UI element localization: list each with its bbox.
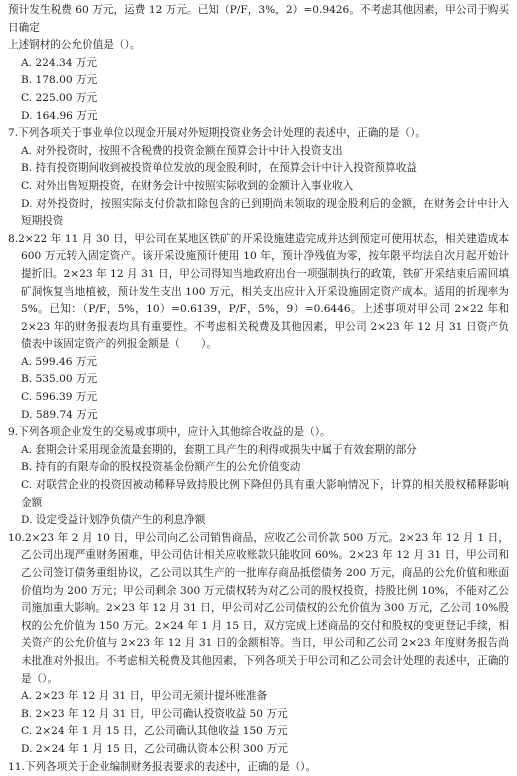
option-c: C. 对联营企业的投资因被动稀释导致持股比例下降但仍具有重大影响情况下，计算的相关股权稀释影响金额 (21, 479, 509, 509)
question-9 (8, 424, 509, 530)
question-stem (8, 530, 509, 688)
option-a: A. 599.46 万元 (21, 355, 98, 368)
option-d: D. 2×24 年 1 月 15 日，乙公司确认资本公积 300 万元 (21, 742, 288, 755)
option-b: B. 持有投资期间收到被投资单位发放的现金股利时，在预算会计中计入投资预算收益 (21, 162, 417, 175)
question-10 (8, 530, 509, 759)
option-d: D. 对外投资时，按照实际支付价款扣除包含的已到期尚未领取的现金股利后的金额，在财务会计中计入短期投资 (21, 197, 509, 228)
question-stem (8, 125, 509, 143)
option-b: B. 持有的有限寿命的股权投资基金份额产生的公允价值变动 (21, 461, 301, 474)
option-d: D. 589.74 万元 (21, 408, 98, 421)
question-number: 11. (8, 760, 25, 773)
question-number: 10. (8, 531, 25, 544)
option-c: C. 2×24 年 1 月 15 日，乙公司确认其他收益 150 万元 (21, 725, 288, 738)
option-c: C. 对外出售短期投资，在财务会计中按照实际收到的金额计入事业收入 (21, 179, 354, 192)
option-b: B. 178.00 万元 (21, 74, 98, 87)
question-8 (8, 231, 509, 425)
option-a: A. 2×23 年 12 月 31 日，甲公司无须计提坏账准备 (21, 690, 268, 703)
intro-line: 预计发生税费 60 万元，运费 12 万元。已知（P/F，3%，2）=0.9426。不考虑其他因素，甲公司于购买日确定 (8, 4, 509, 34)
option-c: C. 596.39 万元 (21, 391, 98, 404)
option-c: C. 225.00 万元 (21, 91, 98, 104)
question-stem (8, 424, 509, 442)
question-number: 9. (8, 426, 19, 439)
question-stem (8, 759, 509, 776)
option-a: A. 套期会计采用现金流量套期的，套期工具产生的利得或损失中属于有效套期的部分 (21, 443, 417, 456)
question-text: 下列各项关于企业编制财务报表要求的表述中，正确的是（）。 (24, 760, 317, 773)
option-b: B. 535.00 万元 (21, 373, 98, 386)
option-d: D. 164.96 万元 (21, 109, 98, 122)
question-11 (8, 759, 509, 776)
question-text: 下列各项关于事业单位以现金开展对外短期投资业务会计处理的表述中，正确的是（）。 (18, 127, 426, 140)
option-a: A. 对外投资时，按照不含税费的投资金额在预算会计中计入投资支出 (21, 144, 343, 157)
question-text: 2×23 年 2 月 10 日，甲公司向乙公司销售商品，应收乙公司价款 500 万元。2×23 年 12 月 1 日，乙公司出现严重财务困难，甲公司估计相关应收账款只能收回 60%。2×23 年 12 月 31 日，甲公司和乙公司签订债务重组协议，乙公司以其生产的一批库存商品抵偿债务 200 万元，商品的公允价值和账面价值均为 200 万元；甲公司剩余 300 万元债权转为对乙公司的股权投资，持股比例 10%，不能对乙公司施加重大影响。2×23 年 12 月 31 日，甲公司对乙公司债权的公允价值为 300 万元，乙公司 10%股权的公允价值为 150 万元。2×24 年 1 月 15 日，双方完成上述商品的交付和股权的变更登记手续，相关资产的公允价值与 2×23 年 12 月 31 日的金额相等。当日，甲公司和乙公司 2×23 年度财务报告尚未批准对外报出。不考虑相关税费及其他因素，下列各项关于甲公司和乙公司会计处理的表述中，正确的是（）。 (21, 531, 509, 685)
option-d: D. 设定受益计划净负债产生的利息净额 (21, 514, 206, 527)
question-number: 7. (8, 127, 19, 140)
intro-line: 上述钢材的公允价值是（）。 (8, 39, 141, 52)
question-text: 下列各项企业发生的交易或事项中，应计入其他综合收益的是（）。 (18, 426, 331, 439)
question-number: 8. (8, 232, 19, 245)
question-stem (8, 231, 509, 354)
option-b: B. 2×23 年 12 月 31 日，甲公司确认投资收益 50 万元 (21, 707, 288, 720)
intro-block (8, 2, 509, 125)
question-text: 2×22 年 11 月 30 日，甲公司在某地区铁矿的开采设施建造完成并达到预定可使用状态，相关建造成本 600 万元转入固定资产。该开采设施预计使用 10 年，预计净残值为零，按年限平均法自次月起开始计提折旧。2×23 年 12 月 31 日，甲公司得知当地政府出台一项强制执行的政策，铁矿开采结束后需回填矿洞恢复当地植被，预计发生支出 100 万元，相关支出应计入开采设施固定资产成本。适用的折现率为 5%。已知：（P/F，5%，10）=0.6139，P/F，5%，9）=0.6446。上述事项对甲公司 2×22 年和 2×23 年的财务报表均具有重要性。不考虑相关税费及其他因素，甲公司 2×23 年 12 月 31 日资产负债表中该固定资产的列报金额是（ ）。 (18, 232, 509, 351)
question-7 (8, 125, 509, 231)
option-a: A. 224.34 万元 (21, 56, 98, 69)
